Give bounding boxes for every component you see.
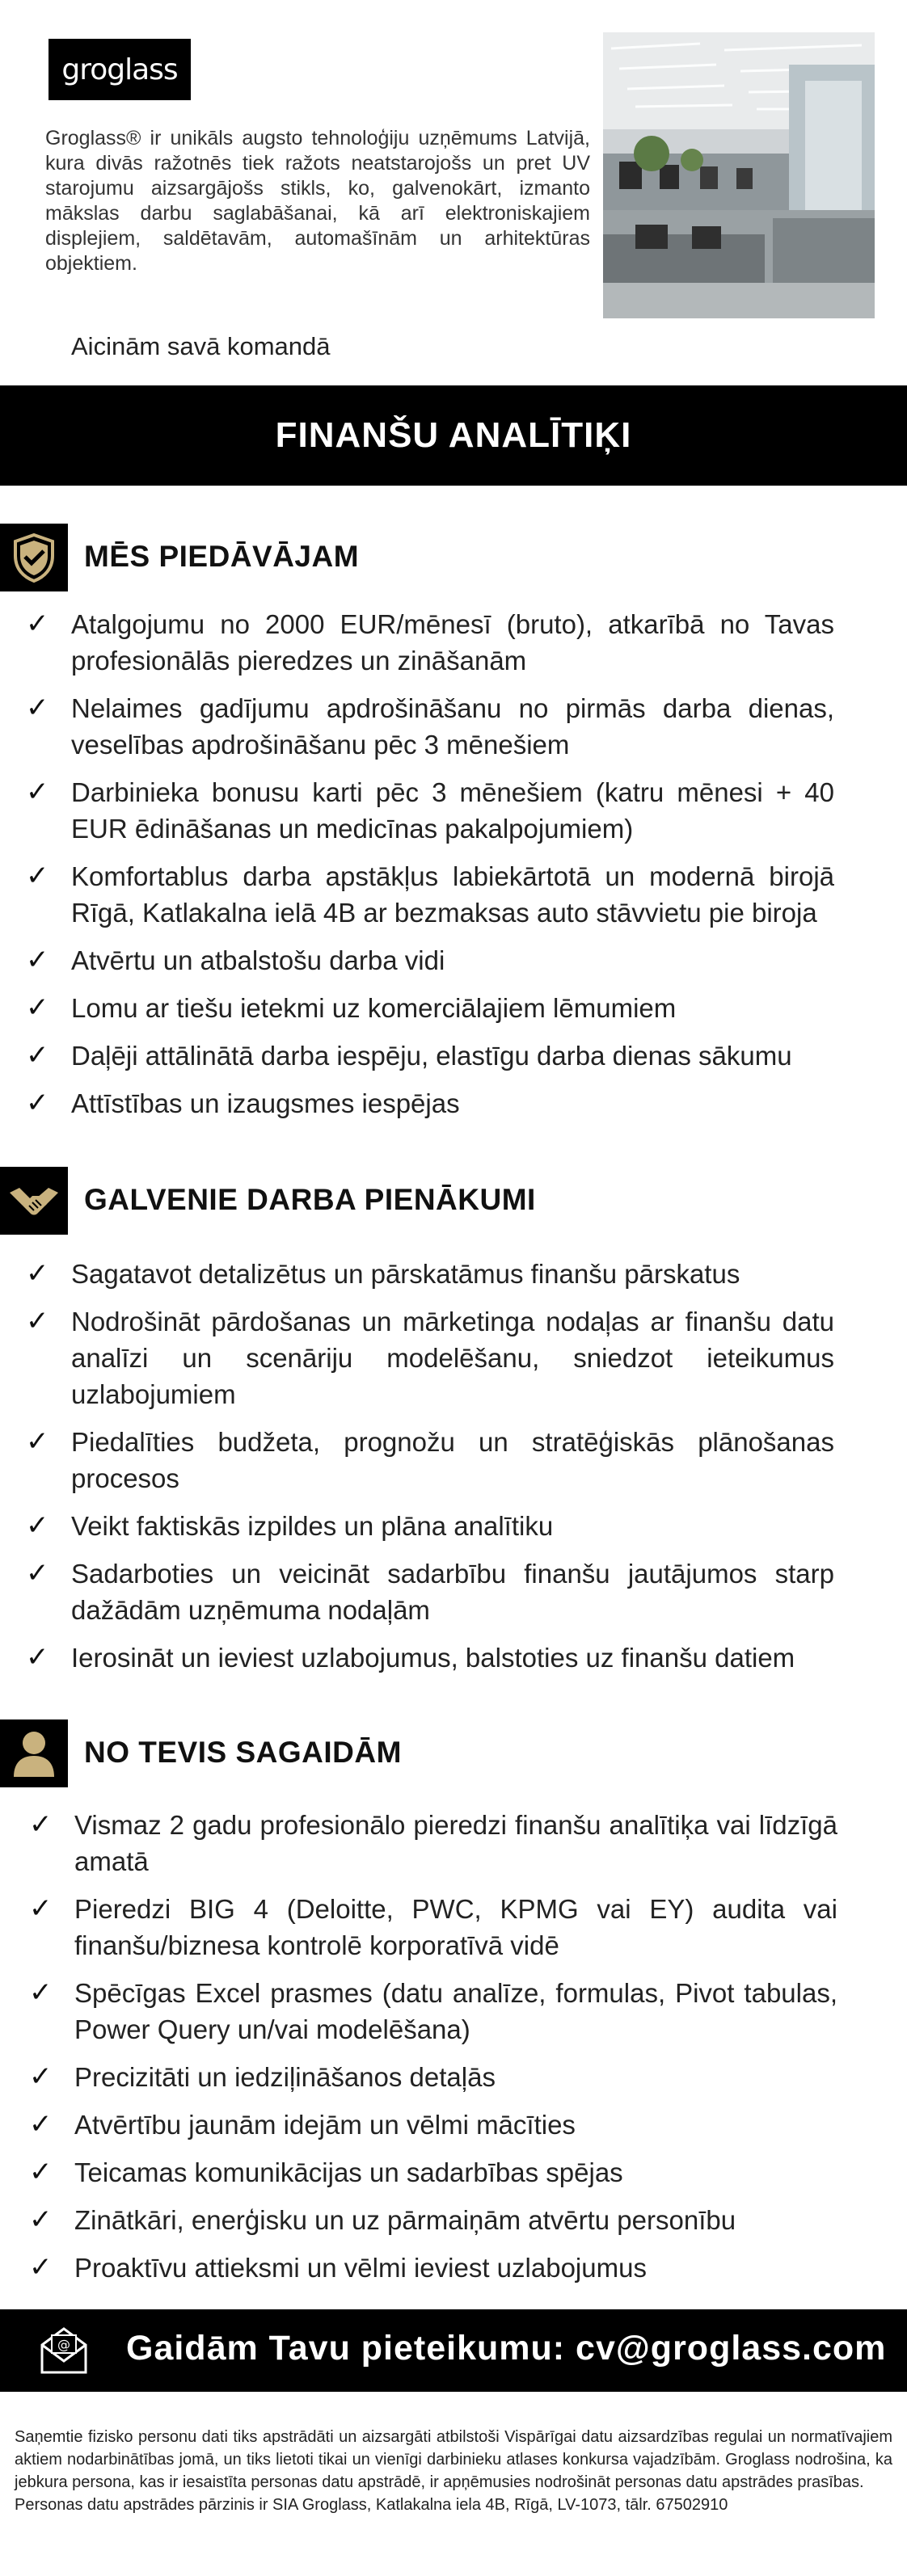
list-item: ✓ Nodrošināt pārdošanas un mārketinga nodaļas ar finanšu datu analīzi un scenāriju modelēšanu, sniedzot ieteikumus uzlabojumiem	[26, 1305, 834, 1409]
checkmark-icon: ✓	[26, 1039, 49, 1071]
list-item: ✓ Atalgojumu no 2000 EUR/mēnesī (bruto), atkarībā no Tavas profesionālās pieredzes un zināšanām	[26, 608, 834, 676]
checkmark-icon: ✓	[26, 1509, 49, 1542]
duties-section-header	[0, 1167, 907, 1235]
list-item: ✓ Piedalīties budžeta, prognožu un stratēģiskās plānošanas procesos	[26, 1425, 834, 1493]
list-item: ✓ Nelaimes gadījumu apdrošināšanu no pirmās darba dienas, veselības apdrošināšanu pēc 3 mēnešiem	[26, 692, 834, 760]
company-logo: groglass	[49, 39, 191, 100]
expect-title: NO TEVIS SAGAIDĀM	[84, 1736, 402, 1769]
checkmark-icon: ✓	[26, 776, 49, 808]
checkmark-icon: ✓	[26, 1557, 49, 1589]
list-item: ✓ Darbinieka bonusu karti pēc 3 mēnešiem (katru mēnesi + 40 EUR ēdināšanas un medicīnas pakalpojumiem)	[26, 776, 834, 844]
checkmark-icon: ✓	[26, 944, 49, 976]
privacy-footer	[15, 2426, 892, 2516]
list-item: ✓ Veikt faktiskās izpildes un plāna analītiku	[26, 1508, 834, 1544]
checkmark-icon: ✓	[26, 860, 49, 892]
email-icon	[37, 2324, 91, 2377]
checkmark-icon: ✓	[26, 1641, 49, 1673]
checkmark-icon: ✓	[26, 692, 49, 724]
list-item: ✓ Spēcīgas Excel prasmes (datu analīze, formulas, Pivot tabulas, Power Query un/vai modelēšana)	[29, 1976, 837, 2044]
shield-check-icon	[0, 524, 68, 591]
person-icon	[0, 1719, 68, 1787]
checkmark-icon: ✓	[29, 1892, 53, 1925]
company-intro: Groglass® ir unikāls augsto tehnoloģiju uzņēmums Latvijā, kura divās ražotnēs tiek ražots neatstarojošs un pret UV starojumu aizsargājošs stikls, ko, galvenokārt, izmanto mākslas darbu saglabāšanai, kā arī elektroniskajiem displejiem, saldētavām, automašīnām un arhitektūras objektiem.	[45, 127, 590, 275]
job-title: FINANŠU ANALĪTIĶI	[0, 385, 907, 486]
list-item: ✓ Atvērtību jaunām idejām un vēlmi mācīties	[29, 2107, 837, 2143]
expect-section-header	[0, 1719, 907, 1787]
handshake-icon	[0, 1167, 68, 1235]
contact-email-link[interactable]: Gaidām Tavu pieteikumu: cv@groglass.com	[126, 2329, 887, 2368]
duties-list	[26, 1256, 834, 1687]
list-item: ✓ Daļēji attālinātā darba iespēju, elastīgu darba dienas sākumu	[26, 1038, 834, 1074]
checkmark-icon: ✓	[26, 991, 49, 1024]
list-item: ✓ Sagatavot detalizētus un pārskatāmus finanšu pārskatus	[26, 1256, 834, 1292]
expect-list	[29, 1807, 837, 2297]
duties-title: GALVENIE DARBA PIENĀKUMI	[84, 1183, 536, 1216]
list-item: ✓ Proaktīvu attieksmi un vēlmi ieviest uzlabojumus	[29, 2250, 837, 2286]
checkmark-icon: ✓	[26, 1425, 49, 1458]
checkmark-icon: ✓	[26, 1305, 49, 1337]
checkmark-icon: ✓	[29, 1808, 53, 1841]
offer-list	[26, 606, 834, 1133]
offer-title: MĒS PIEDĀVĀJAM	[84, 540, 360, 573]
checkmark-icon: ✓	[26, 1257, 49, 1290]
list-item: ✓ Teicamas komunikācijas un sadarbības spējas	[29, 2154, 837, 2191]
checkmark-icon: ✓	[26, 608, 49, 640]
checkmark-icon: ✓	[29, 2203, 53, 2236]
privacy-notice: Saņemtie fizisko personu dati tiks apstrādāti un aizsargāti atbilstoši Vispārīgai datu aizsardzības regulai un normatīvajiem aktiem nodarbinātības jomā, un tiks lietoti tikai un vienīgi darbinieku atlases konkursa vajadzībām. Groglass nodrošina, ka jebkura persona, kas ir iesaistīta personas datu apstrādē, ir apņēmusies nodrošināt personas datu apstrādes prasības.	[15, 2428, 892, 2491]
list-item: ✓ Attīstības un izaugsmes iespējas	[26, 1085, 834, 1122]
checkmark-icon: ✓	[29, 2108, 53, 2140]
office-photo	[603, 32, 875, 318]
data-controller-info: Personas datu apstrādes pārzinis ir SIA Groglass, Katlakalna iela 4B, Rīgā, LV-1073, tālr. 67502910	[15, 2496, 728, 2514]
list-item: ✓ Sadarboties un veicināt sadarbību finanšu jautājumos starp dažādām uzņēmuma nodaļām	[26, 1557, 834, 1625]
checkmark-icon: ✓	[29, 1976, 53, 2009]
list-item: ✓ Pieredzi BIG 4 (Deloitte, PWC, KPMG vai EY) audita vai finanšu/biznesa kontrolē korporatīvā vidē	[29, 1892, 837, 1960]
checkmark-icon: ✓	[29, 2060, 53, 2093]
checkmark-icon: ✓	[29, 2156, 53, 2188]
contact-bar	[0, 2309, 907, 2392]
list-item: ✓ Komfortablus darba apstākļus labiekārtotā un modernā birojā Rīgā, Katlakalna ielā 4B ar bezmaksas auto stāvvietu pie biroja	[26, 860, 834, 928]
list-item: ✓ Lomu ar tiešu ietekmi uz komerciālajiem lēmumiem	[26, 990, 834, 1026]
svg-text:@: @	[57, 2337, 70, 2352]
invite-text: Aicinām savā komandā	[71, 332, 331, 360]
checkmark-icon: ✓	[29, 2251, 53, 2283]
list-item: ✓ Atvērtu un atbalstošu darba vidi	[26, 942, 834, 979]
list-item: ✓ Precizitāti un iedziļināšanos detaļās	[29, 2059, 837, 2095]
list-item: ✓ Ierosināt un ieviest uzlabojumus, balstoties uz finanšu datiem	[26, 1639, 834, 1676]
list-item: ✓ Vismaz 2 gadu profesionālo pieredzi finanšu analītiķa vai līdzīgā amatā	[29, 1808, 837, 1876]
list-item: ✓ Zinātkāri, enerģisku un uz pārmaiņām atvērtu personību	[29, 2202, 837, 2238]
checkmark-icon: ✓	[26, 1087, 49, 1119]
offer-section-header	[0, 524, 907, 591]
